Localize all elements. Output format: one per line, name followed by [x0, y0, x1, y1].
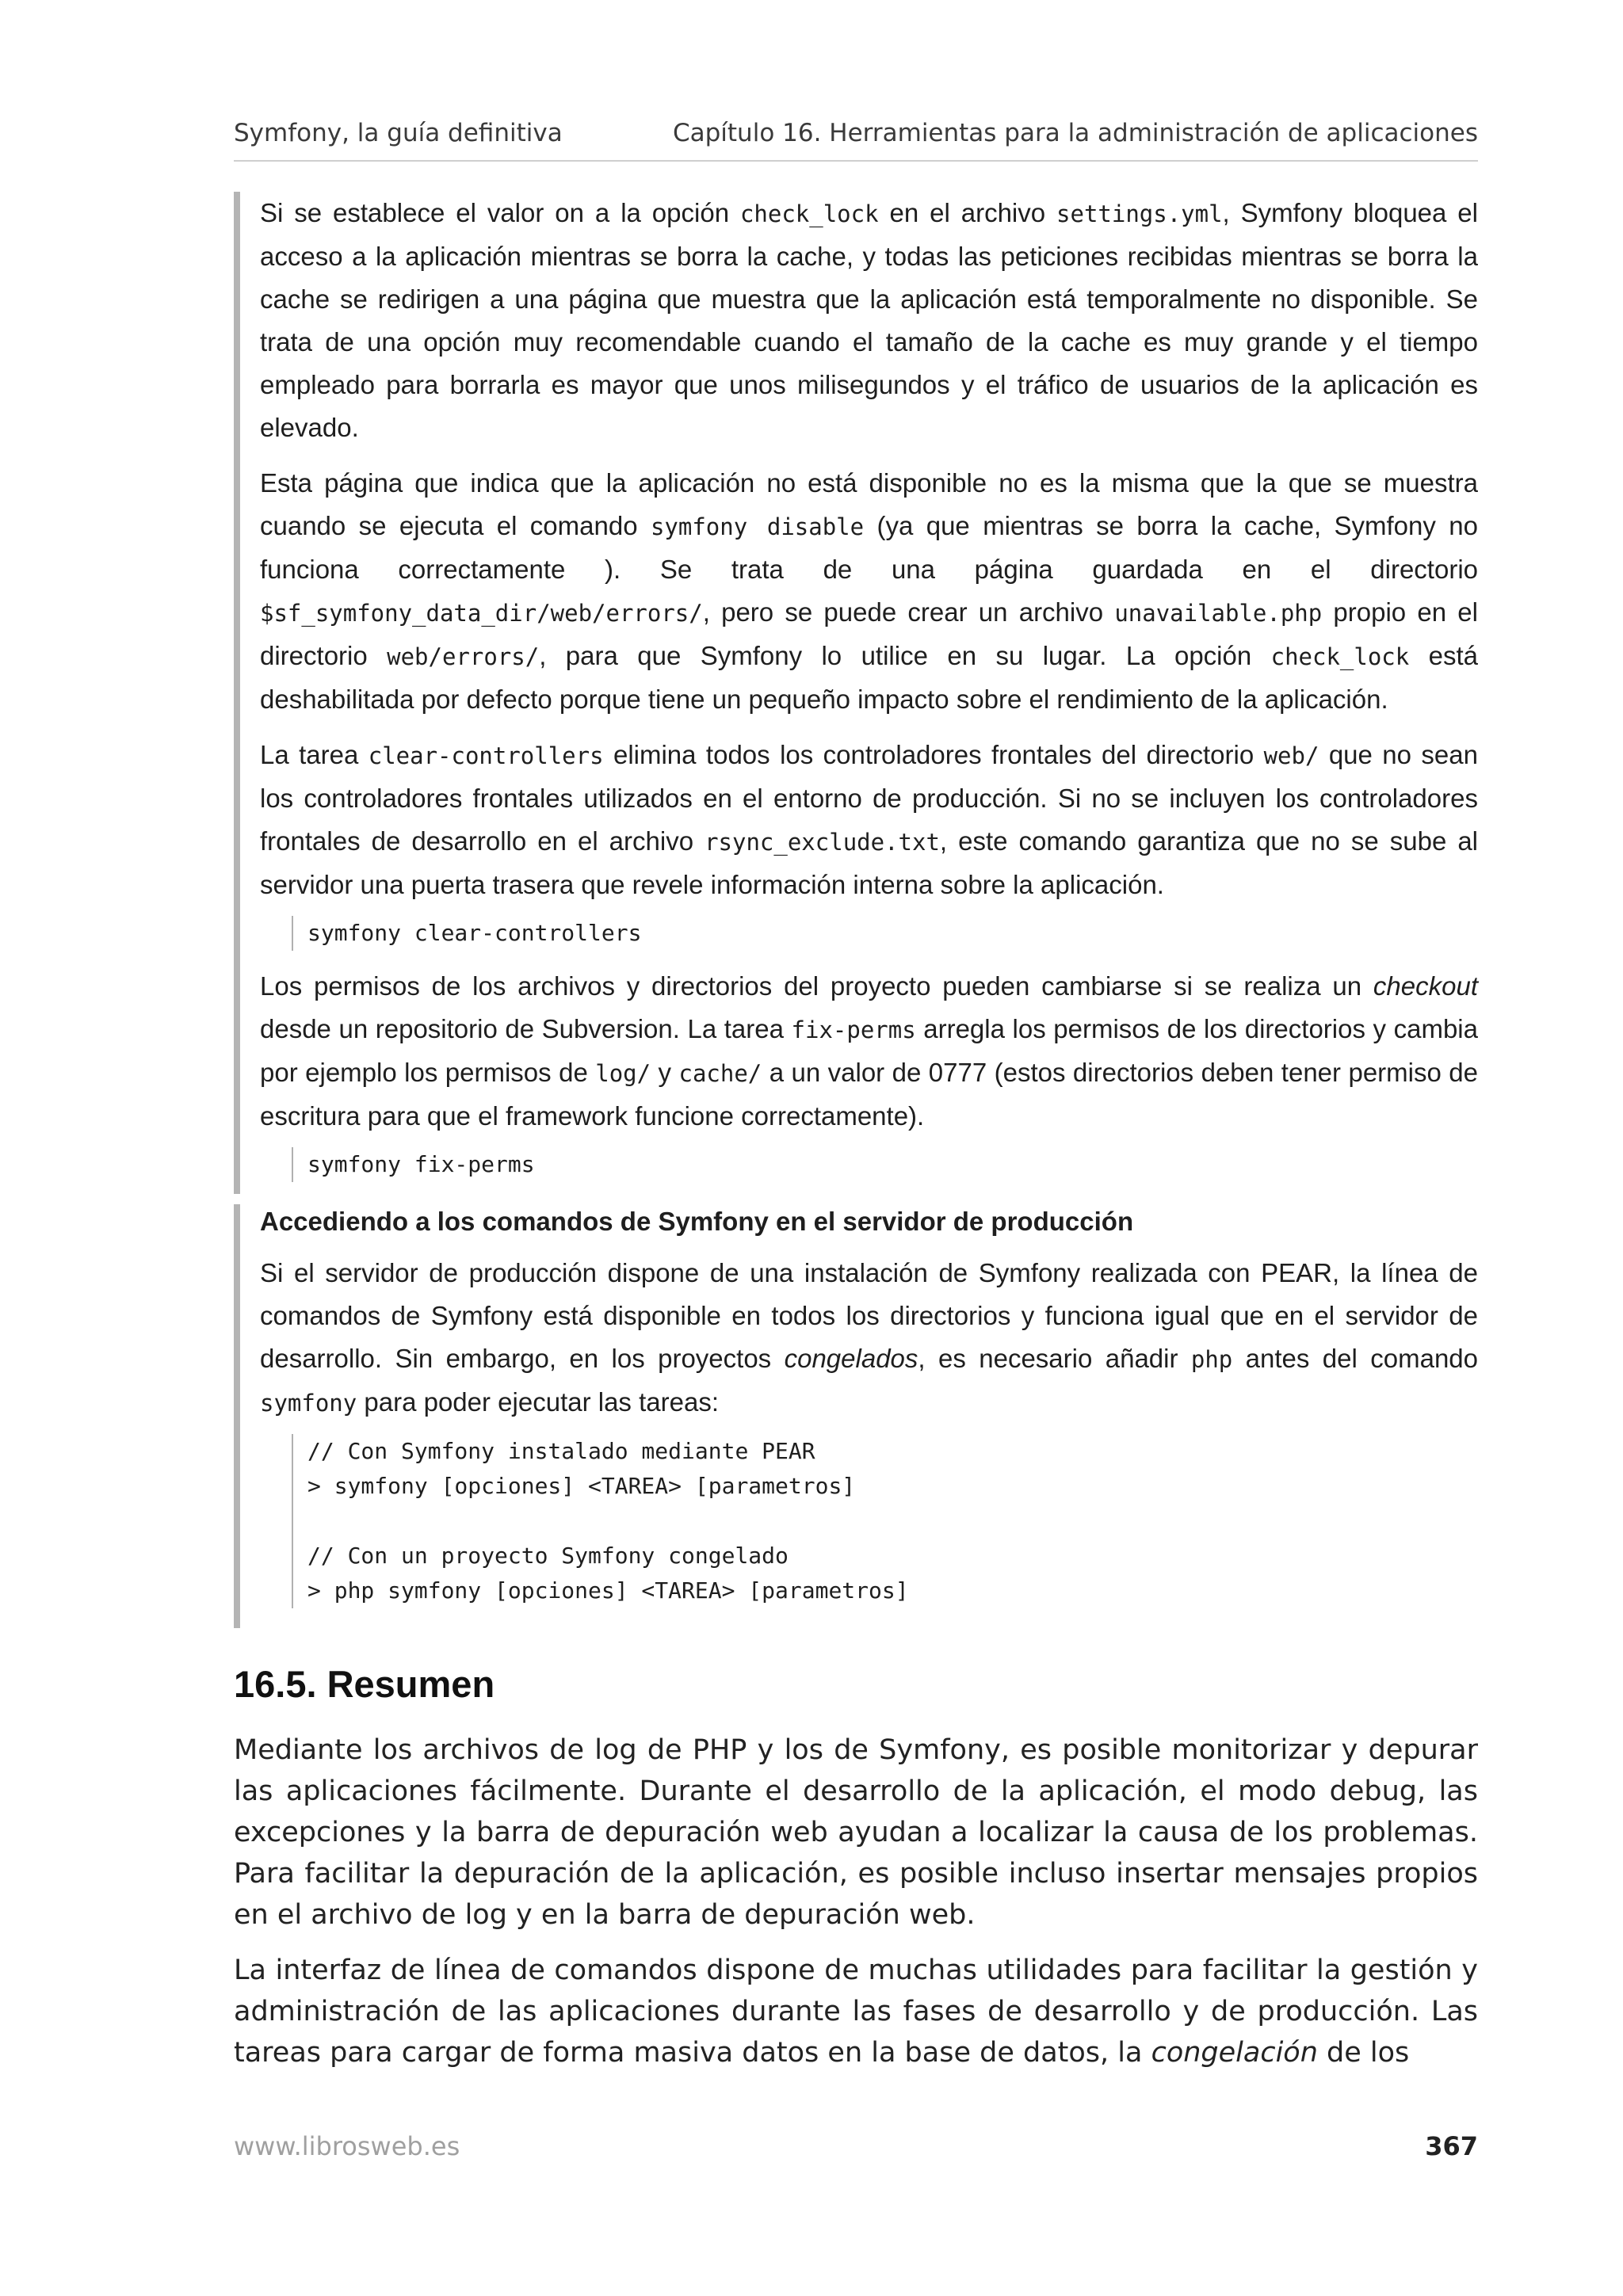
- text: , pero se puede crear un archivo: [702, 597, 1115, 627]
- inline-code: log/: [595, 1060, 651, 1087]
- text: antes del comando: [1232, 1344, 1479, 1373]
- code-block-fix-perms: [292, 1147, 1478, 1182]
- note-paragraph: [260, 965, 1478, 1138]
- book-title: Symfony, la guía definitiva: [234, 119, 563, 147]
- note-block-production-commands: [234, 1204, 1478, 1628]
- inline-code: check_lock: [739, 200, 879, 227]
- text: a un valor de 0777 (estos directorios deben tener permiso de escritura para que el framework funcione correctamente).: [260, 1058, 1478, 1131]
- code-line: symfony fix-perms: [307, 1151, 535, 1177]
- code-block-clear-controllers: [292, 916, 1478, 951]
- page-footer: [234, 2131, 1478, 2171]
- code-block-symfony-commands: [292, 1434, 1478, 1608]
- text: (ya que mientras se borra la cache, Symfony no funciona correctamente ). Se trata de una página guardada en el directorio: [260, 511, 1478, 584]
- text: , es necesario añadir: [918, 1344, 1191, 1373]
- page-header: [234, 119, 1478, 162]
- text: La interfaz de línea de comandos dispone de muchas utilidades para facilitar la gestión y administración de las aplicaciones durante las fases de desarrollo y de producción. Las tareas para cargar de forma masiva datos en la base de datos, la: [234, 1955, 1478, 2069]
- page-number: 367: [1425, 2131, 1478, 2161]
- inline-code: web/errors/: [387, 643, 540, 670]
- text: para poder ejecutar las tareas:: [357, 1387, 719, 1417]
- code-line: // Con un proyecto Symfony congelado: [307, 1543, 789, 1569]
- note-paragraph: [260, 462, 1478, 721]
- text: propio en el directorio: [260, 597, 1478, 670]
- inline-code: settings.yml: [1056, 200, 1223, 227]
- inline-code: clear-controllers: [368, 742, 604, 769]
- code-line: > php symfony [opciones] <TAREA> [parametros]: [307, 1577, 909, 1604]
- inline-code: check_lock: [1270, 643, 1410, 670]
- text: está deshabilitada por defecto porque tiene un pequeño impacto sobre el rendimiento de la aplicación.: [260, 641, 1479, 714]
- inline-code: rsync_exclude.txt: [705, 829, 940, 856]
- text: desde un repositorio de Subversion. La tarea: [260, 1014, 792, 1043]
- inline-code: web/: [1263, 742, 1319, 769]
- section-heading: 16.5. Resumen: [234, 1663, 495, 1705]
- text: , Symfony bloquea el acceso a la aplicación mientras se borra la cache, y todas las peticiones recibidas mientras se borra la cache se redirigen a una página que muestra que la aplicación está temporalmente no disponible. Se trata de una opción muy recomendable cuando el tamaño de la cache es muy grande y el tiempo empleado para borrarla es mayor que unos milisegundos y el tráfico de usuarios de la aplicación es elevado.: [260, 198, 1478, 442]
- text: a la opción: [584, 198, 740, 227]
- inline-code: symfony disable: [650, 513, 865, 540]
- note-block-check-lock: [234, 192, 1478, 1194]
- note-paragraph: [260, 1252, 1478, 1425]
- code-line: // Con Symfony instalado mediante PEAR: [307, 1438, 815, 1464]
- site-url: www.librosweb.es: [234, 2131, 460, 2161]
- code-blank-line: [307, 1504, 1478, 1539]
- text: en el archivo: [878, 198, 1057, 227]
- text: , este comando garantiza que no se sube al servidor una puerta trasera que revele información interna sobre la aplicación.: [260, 826, 1478, 899]
- text: on: [555, 198, 584, 227]
- text: La tarea: [260, 740, 369, 769]
- text: y: [651, 1058, 679, 1087]
- inline-code: $sf_symfony_data_dir/web/errors/: [260, 600, 703, 627]
- chapter-title: Capítulo 16. Herramientas para la administración de aplicaciones: [672, 119, 1478, 147]
- emphasis: checkout: [1373, 971, 1478, 1001]
- emphasis: congelación: [1151, 2037, 1318, 2069]
- section-body: [234, 1730, 1478, 2073]
- text: Si el servidor de producción dispone de una instalación de Symfony realizada con PEAR, la línea de comandos de Symfony está disponible en todos los directorios y funciona igual que en el servidor de desarrollo. Sin embargo, en los proyectos: [260, 1258, 1478, 1373]
- note-title: Accediendo a los comandos de Symfony en el servidor de producción: [260, 1207, 1134, 1236]
- text: Esta página que indica que la aplicación no está disponible no es la misma que la que se muestra cuando se ejecuta el comando: [260, 468, 1478, 540]
- note-paragraph: [260, 192, 1478, 449]
- text: Los permisos de los archivos y directorios del proyecto pueden cambiarse si se realiza un: [260, 971, 1373, 1001]
- text: que no sean los controladores frontales utilizados en el entorno de producción. Si no se incluyen los controladores frontales de desarrollo en el archivo: [260, 740, 1478, 856]
- body-paragraph: [234, 1950, 1478, 2073]
- text: Si se establece el valor: [260, 198, 556, 227]
- text: , para que Symfony lo utilice en su lugar. La opción: [539, 641, 1271, 670]
- text: de los: [1317, 2037, 1410, 2069]
- body-paragraph: Mediante los archivos de log de PHP y los de Symfony, es posible monitorizar y depurar las aplicaciones fácilmente. Durante el desarrollo de la aplicación, el modo debug, las excepciones y la barra de depuración web ayudan a localizar la causa de los problemas. Para facilitar la depuración de la aplicación, es posible incluso insertar mensajes propios en el archivo de log y en la barra de depuración web.: [234, 1734, 1478, 1931]
- code-line: symfony clear-controllers: [307, 920, 642, 946]
- note-paragraph: [260, 734, 1478, 906]
- text: arregla los permisos de los directorios y cambia por ejemplo los permisos de: [260, 1014, 1478, 1087]
- inline-code: php: [1190, 1346, 1233, 1373]
- inline-code: symfony: [260, 1390, 357, 1417]
- inline-code: unavailable.php: [1114, 600, 1323, 627]
- emphasis: congelados: [784, 1344, 918, 1373]
- code-line: > symfony [opciones] <TAREA> [parametros]: [307, 1473, 856, 1499]
- inline-code: fix-perms: [791, 1016, 916, 1043]
- text: elimina todos los controladores frontales del directorio: [603, 740, 1264, 769]
- inline-code: cache/: [678, 1060, 762, 1087]
